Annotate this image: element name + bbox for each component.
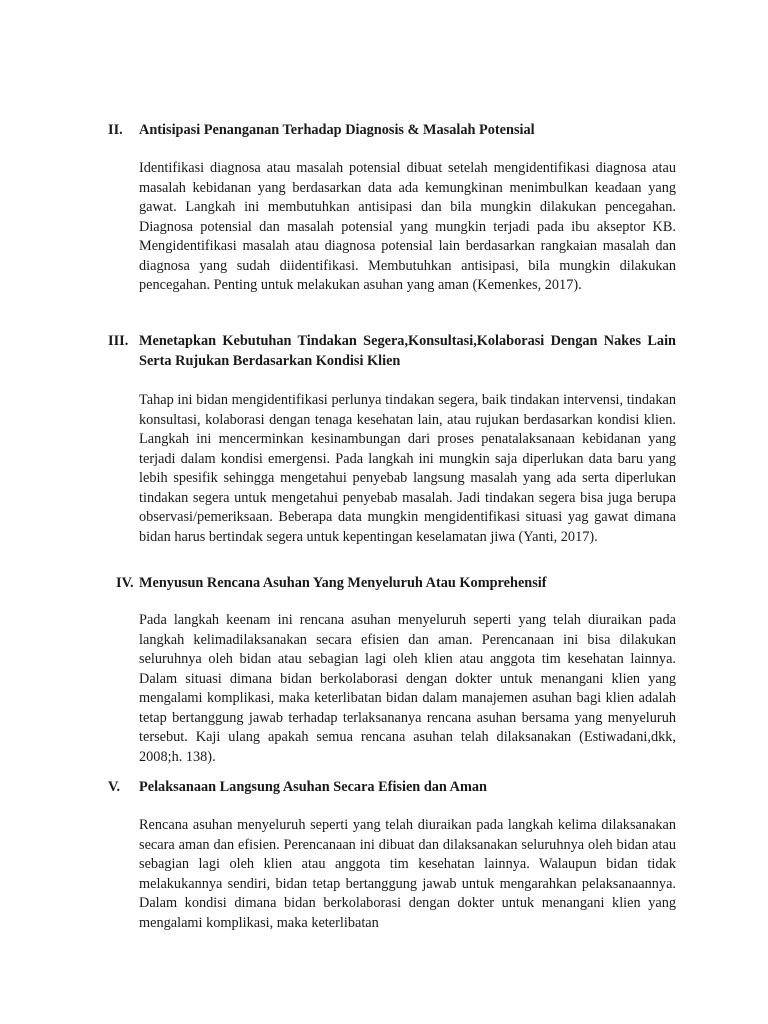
- section-number: IV.: [116, 575, 134, 591]
- section-4: [116, 573, 676, 767]
- section-heading: [108, 120, 676, 140]
- section-3: [108, 331, 676, 547]
- section-title: Menyusun Rencana Asuhan Yang Menyeluruh Atau Komprehensif: [139, 575, 547, 591]
- section-title: Pelaksanaan Langsung Asuhan Secara Efisien dan Aman: [139, 779, 487, 795]
- section-paragraph: Pada langkah keenam ini rencana asuhan menyeluruh seperti yang telah diuraikan pada langkah kelimadilaksanakan secara efisien dan aman. Perencanaan ini bisa dilakukan seluruhnya oleh bidan atau sebagian lagi oleh klien atau anggota tim kesehatan lainnya. Dalam situasi dimana bidan berkolaborasi dengan dokter untuk menangani klien yang mengalami komplikasi, maka keterlibatan bidan dalam manajemen asuhan bagi klien adalah tetap bertanggung jawab terhadap terlaksananya rencana asuhan bersama yang menyeluruh tersebut. Kaji ulang apakah semua rencana asuhan telah dilaksanakan (Estiwadani,dkk, 2008;h. 138).: [139, 612, 676, 765]
- section-heading: [108, 777, 676, 797]
- section-number: III.: [108, 333, 129, 349]
- section-paragraph: Identifikasi diagnosa atau masalah potensial dibuat setelah mengidentifikasi diagnosa atau masalah kebidanan yang berdasarkan data ada kemungkinan menimbulkan keadaan yang gawat. Langkah ini membutuhkan antisipasi dan bila mungkin dilakukan pencegahan. Diagnosa potensial dan masalah potensial yang mungkin terjadi pada ibu akseptor KB. Mengidentifikasi masalah atau diagnosa potensial lain berdasarkan rangkaian masalah dan diagnosa yang sudah diidentifikasi. Membutuhkan antisipasi, bila mungkin dilakukan pencegahan. Penting untuk melakukan asuhan yang aman (Kemenkes, 2017).: [139, 160, 676, 293]
- section-5: [108, 777, 676, 933]
- section-number: V.: [108, 779, 121, 795]
- section-heading: [116, 573, 676, 593]
- section-number: II.: [108, 122, 123, 138]
- section-paragraph: Tahap ini bidan mengidentifikasi perlunya tindakan segera, baik tindakan intervensi, tindakan konsultasi, kolaborasi dengan tenaga kesehatan lain, atau rujukan berdasarkan kondisi klien. Langkah ini mencerminkan kesinambungan dari proses penatalaksanaan kebidanan yang terjadi dalam kondisi emergensi. Pada langkah ini mungkin saja diperlukan data baru yang lebih spesifik sehingga mengetahui penyebab langsung masalah yang ada serta diperlukan tindakan segera untuk mengetahui penyebab masalah. Jadi tindakan segera bisa juga berupa observasi/pemeriksaan. Beberapa data mungkin mengidentifikasi situasi yag gawat dimana bidan harus bertindak segera untuk kepentingan keselamatan jiwa (Yanti, 2017).: [139, 392, 676, 545]
- section-paragraph: Rencana asuhan menyeluruh seperti yang telah diuraikan pada langkah kelima dilaksanakan secara aman dan efisien. Perencanaan ini dibuat dan dilaksanakan seluruhnya oleh bidan atau sebagian lagi oleh klien atau anggota tim kesehatan lainnya. Walaupun bidan tidak melakukannya sendiri, bidan tetap bertanggung jawab untuk mengarahkan pelaksanaannya. Dalam kondisi dimana bidan berkolaborasi dengan dokter untuk menangani klien yang mengalami komplikasi, maka keterlibatan: [139, 817, 676, 931]
- section-2: [108, 120, 676, 296]
- section-title: Menetapkan Kebutuhan Tindakan Segera,Konsultasi,Kolaborasi Dengan Nakes Lain Serta Rujukan Berdasarkan Kondisi Klien: [139, 333, 676, 369]
- section-heading: [108, 331, 676, 371]
- section-title: Antisipasi Penanganan Terhadap Diagnosis & Masalah Potensial: [139, 122, 535, 138]
